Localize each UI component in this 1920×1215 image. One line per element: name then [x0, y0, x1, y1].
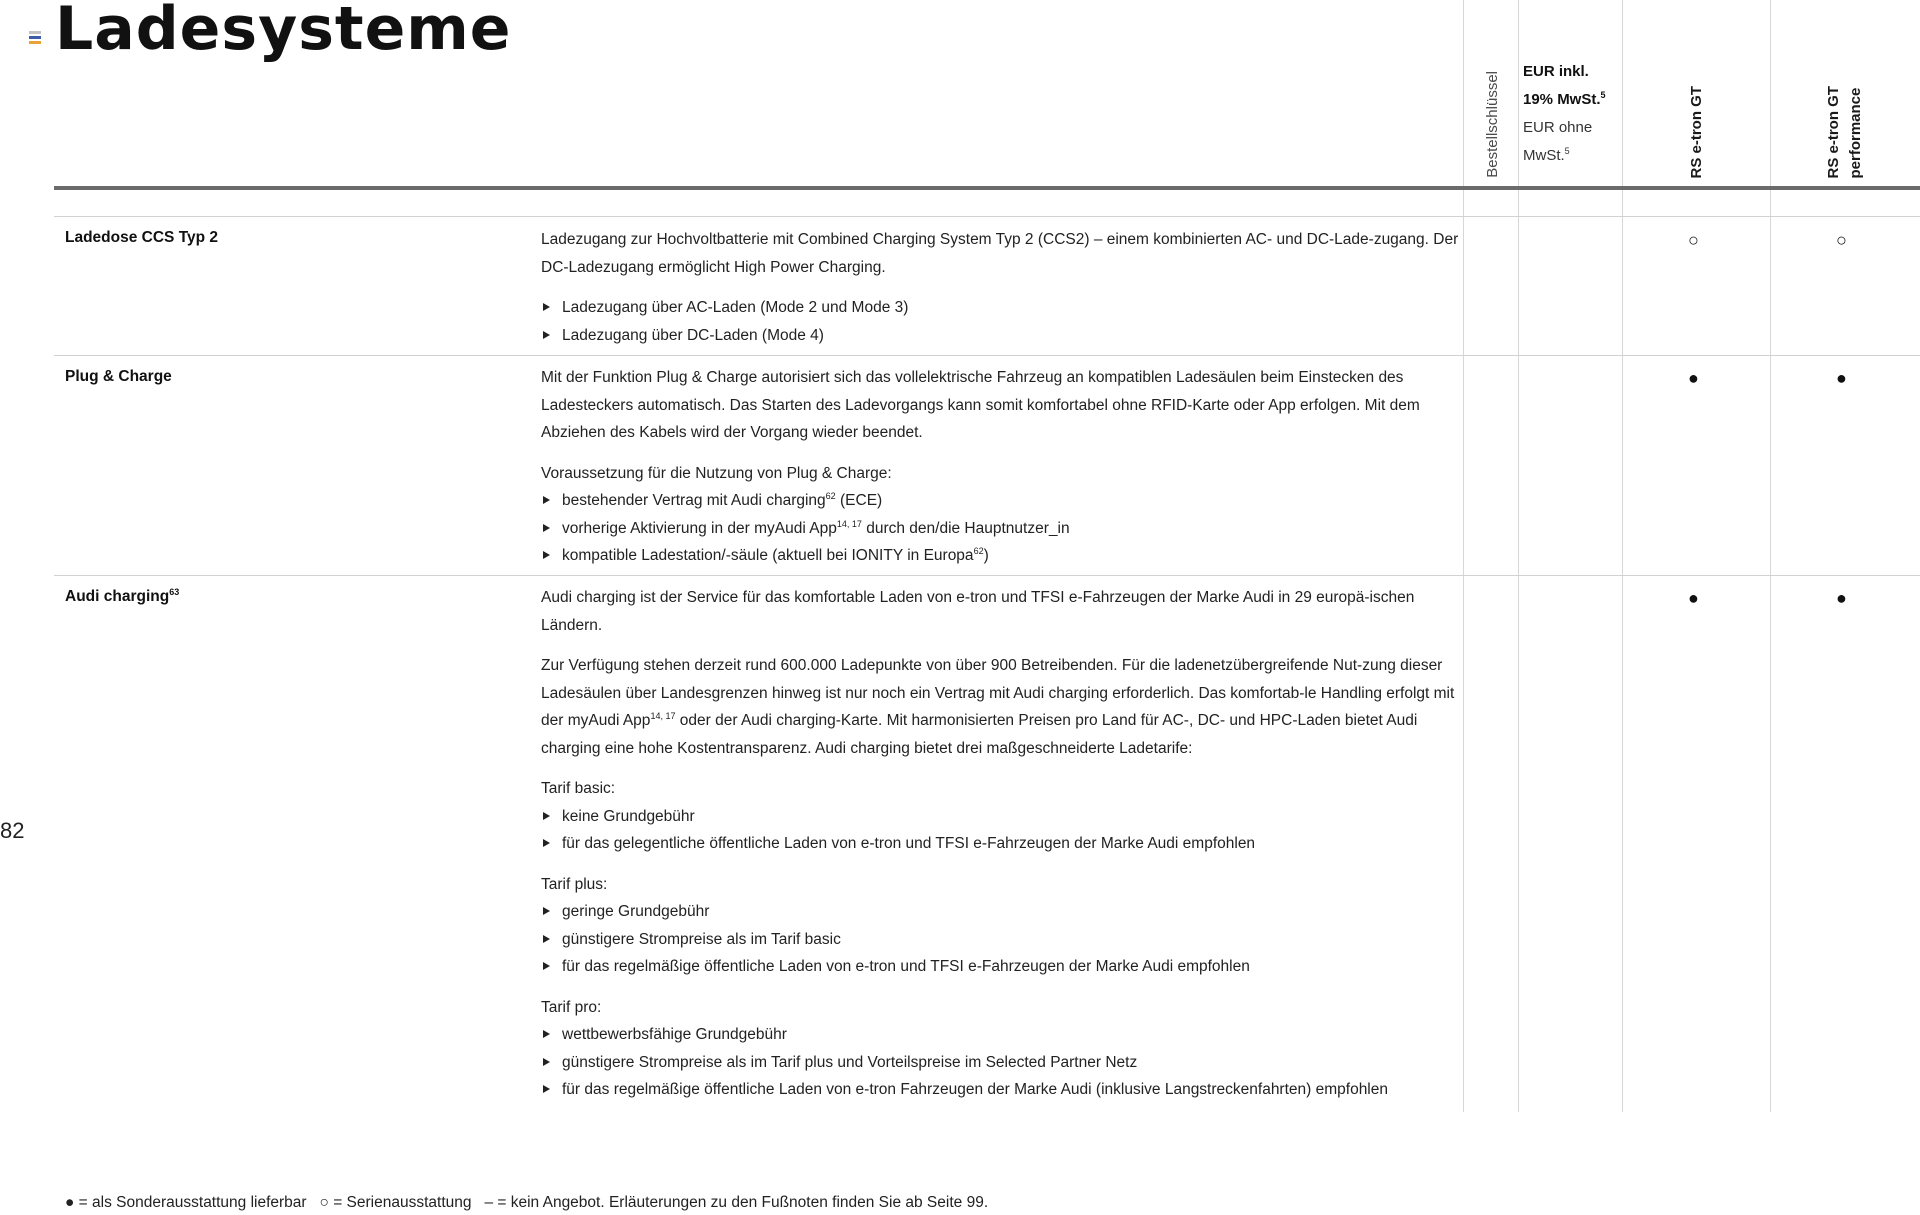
price-excl-line1: EUR ohne: [1523, 119, 1593, 136]
list-item: bestehender Vertrag mit Audi charging$^{62}$ (ECE): [541, 487, 1461, 515]
open-circle-icon: ○: [319, 1194, 329, 1211]
flag-icon: [29, 31, 41, 46]
list-item: vorherige Aktivierung in der myAudi App$^{14, 17}$ durch den/die Hauptnutzer_in: [541, 515, 1461, 543]
feature-name-plug-charge: Plug & Charge: [65, 368, 172, 385]
column-divider: [1518, 0, 1519, 1112]
list-item: Ladezugang über AC-Laden (Mode 2 und Mode 3): [541, 294, 1461, 322]
order-key-header: Bestellschlüssel: [1484, 71, 1501, 178]
list-item: geringe Grundgebühr: [541, 898, 1461, 926]
availability-mark-ccs-model1: ○: [1688, 230, 1699, 250]
availability-mark-ccs-model2: ○: [1836, 230, 1847, 250]
tariff-label: Tarif basic:: [541, 780, 616, 797]
price-incl-line1: EUR inkl.: [1523, 63, 1589, 80]
column-divider: [1463, 0, 1464, 1112]
feature-name-audi-charging: Audi charging$^{63}$: [65, 586, 180, 605]
model2-header: RS e-tron GT performance: [1825, 85, 1864, 178]
list-item: wettbewerbsfähige Grundgebühr: [541, 1021, 1461, 1049]
page-number: 82: [0, 818, 25, 843]
availability-mark-plug-model1: ●: [1688, 368, 1699, 388]
price-excl-line2: MwSt.$^5$: [1523, 146, 1570, 164]
model1-header: RS e-tron GT: [1688, 85, 1705, 178]
header-thin-rule: [54, 216, 1920, 217]
column-divider: [1622, 0, 1623, 1112]
requirement-label: Voraussetzung für die Nutzung von Plug & Charge:: [541, 464, 892, 482]
flag-stripe-3: [29, 41, 41, 44]
availability-mark-charging-model1: ●: [1688, 588, 1699, 608]
price-header: [1523, 58, 1606, 170]
list-item: günstigere Strompreise als im Tarif plus und Vorteilspreise im Selected Partner Netz: [541, 1049, 1461, 1077]
availability-mark-charging-model2: ●: [1836, 588, 1847, 608]
list-item: für das regelmäßige öffentliche Laden von e-tron und TFSI e-Fahrzeugen der Marke Audi empfohlen: [541, 953, 1461, 981]
header-rule: [54, 186, 1920, 190]
list-item: für das gelegentliche öffentliche Laden von e-tron und TFSI e-Fahrzeugen der Marke Audi empfohlen: [541, 830, 1461, 858]
flag-stripe-2: [29, 36, 41, 39]
list-item: kompatible Ladestation/-säule (aktuell bei IONITY in Europa$^{62}$): [541, 542, 1461, 570]
page-title: Ladesysteme: [55, 0, 512, 64]
feature-name-ccs: Ladedose CCS Typ 2: [65, 229, 219, 246]
flag-stripe-1: [29, 31, 41, 34]
list-item: günstigere Strompreise als im Tarif basic: [541, 926, 1461, 954]
legend: ● = als Sonderausstattung lieferbar ○ = Serienausstattung – = kein Angebot. Erläuterungen zu den Fußnoten finden Sie ab Seite 99.: [65, 1194, 989, 1211]
feature-desc-audi-charging: Audi charging ist der Service für das komfortable Laden von e-tron und TFSI e-Fahrzeugen der Marke Audi in 29 europä-ischen Ländern. Zur Verfügung stehen derzeit rund 600.000 Ladepunkte von über 900 Betreibenden. Für die ladenetzübergreifende Nut-zung dieser Ladesäulen über Landesgrenzen hinweg ist nur noch ein Vertrag mit Audi charging erforderlich. Das komfortab-le Handling erfolgt mit der myAudi App$^{14, 17}$ oder der Audi charging-Karte. Mit harmonisierten Preisen pro Land für AC-, DC- und HPC-Laden bietet Audi charging eine hohe Kostentransparenz. Audi charging bietet drei maßgeschneiderte Ladetarife: Tarif basic: keine Grundgebühr für das gelegentliche öffentliche Laden von e-tron und TFSI e-Fahrzeugen der Marke Audi empfohlen Tarif plus: geringe Grundgebühr günstigere Strompreise als im Tarif basic für das regelmäßige öffentliche Laden von e-tron und TFSI e-Fahrzeugen der Marke Audi empfohlen Tarif pro: wettbewerbsfähige Grundgebühr günstigere Strompreise als im Tarif plus und Vorteilspreise im Selected Partner Netz für das regelmäßige öffentliche Laden von e-tron Fahrzeugen der Marke Audi (inklusive Langstreckenfahrten) empfohlen: [541, 584, 1461, 1117]
tariff-label: Tarif pro:: [541, 998, 602, 1016]
list-item: für das regelmäßige öffentliche Laden von e-tron Fahrzeugen der Marke Audi (inklusive Langstreckenfahrten) empfohlen: [541, 1076, 1461, 1104]
filled-dot-icon: ●: [65, 1194, 75, 1211]
feature-desc-ccs: Ladezugang zur Hochvoltbatterie mit Combined Charging System Typ 2 (CCS2) – einem kombinierten AC- und DC-Lade-zugang. Der DC-Ladezugang ermöglicht High Power Charging. Ladezugang über AC-Laden (Mode 2 und Mode 3) Ladezugang über DC-Laden (Mode 4): [541, 226, 1461, 362]
list-item: Ladezugang über DC-Laden (Mode 4): [541, 322, 1461, 350]
price-incl-line2: 19% MwSt.$^5$: [1523, 90, 1606, 108]
list-item: keine Grundgebühr: [541, 803, 1461, 831]
column-divider: [1770, 0, 1771, 1112]
availability-mark-plug-model2: ●: [1836, 368, 1847, 388]
feature-desc-plug-charge: Mit der Funktion Plug & Charge autorisiert sich das vollelektrische Fahrzeug an kompatiblen Ladesäulen beim Einstecken des Ladesteckers automatisch. Das Starten des Ladevorgangs kann somit komfortabel ohne RFID-Karte oder App erfolgen. Mit dem Abziehen des Kabels wird der Vorgang wieder beendet. Voraussetzung für die Nutzung von Plug & Charge: bestehender Vertrag mit Audi charging$^{62}$ (ECE) vorherige Aktivierung in der myAudi App$^{14, 17}$ durch den/die Hauptnutzer_in kompatible Ladestation/-säule (aktuell bei IONITY in Europa$^{62}$): [541, 364, 1461, 583]
tariff-label: Tarif plus:: [541, 875, 608, 893]
